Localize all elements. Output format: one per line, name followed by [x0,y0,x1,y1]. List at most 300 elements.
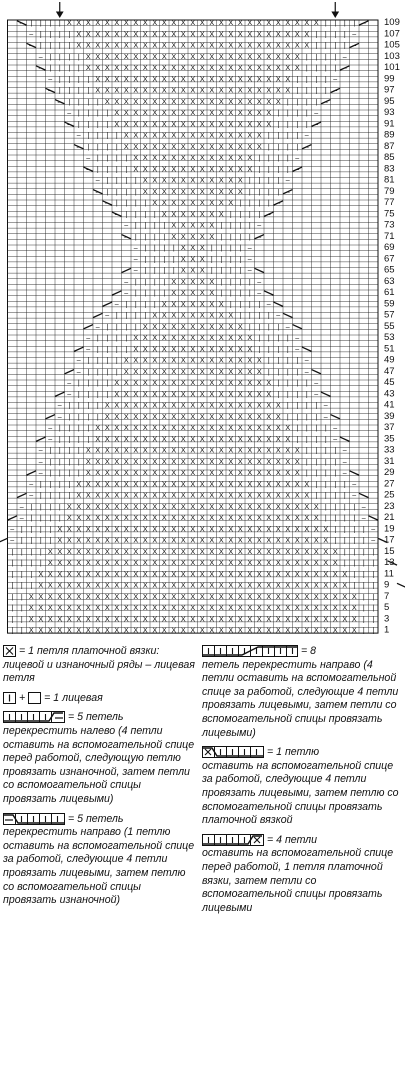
garter-cell: X [218,400,224,410]
knit-cell: | [220,267,223,275]
purl-cell: – [19,515,24,523]
row-number: 27 [384,478,395,490]
garter-cell: X [152,18,158,28]
garter-cell: X [114,29,120,39]
cable-cross-line [74,347,84,351]
garter-cell: X [218,18,224,28]
garter-cell: X [218,40,224,50]
garter-cell: X [266,63,272,73]
garter-cell: X [285,580,291,590]
garter-cell: X [285,63,291,73]
row-number: 35 [384,433,395,445]
garter-cell: X [66,18,72,28]
garter-cell: X [247,18,253,28]
garter-cell: X [294,591,300,601]
garter-cell: X [114,513,120,523]
garter-cell: X [247,468,253,478]
garter-cell: X [209,186,215,196]
knit-cell: | [372,593,375,601]
garter-cell: X [266,501,272,511]
garter-cell: X [95,85,101,95]
garter-cell: X [171,29,177,39]
garter-cell: X [275,546,281,556]
garter-cell: X [228,119,234,129]
garter-cell: X [313,558,319,568]
garter-cell: X [199,243,205,253]
garter-cell: X [114,434,120,444]
garter-cell: X [256,558,262,568]
garter-cell: X [237,29,243,39]
garter-cell: X [85,51,91,61]
knit-cell: | [239,200,242,208]
garter-cell: X [342,625,348,635]
knit-cell: | [258,155,261,163]
purl-cell: – [266,211,271,219]
garter-cell: X [76,513,82,523]
knit-cell: | [77,76,80,84]
knit-cell: | [362,582,365,590]
knit-cell: | [305,436,308,444]
garter-cell: X [266,74,272,84]
garter-cell: X [180,378,186,388]
garter-cell: X [133,456,139,466]
knit-cell: | [49,526,52,534]
garter-cell: X [209,310,215,320]
garter-cell: X [190,153,196,163]
garter-cell: X [304,524,310,534]
purl-cell: – [295,166,300,174]
garter-cell: X [199,423,205,433]
garter-cell: X [47,546,53,556]
garter-cell: X [142,558,148,568]
knit-cell: | [68,447,71,455]
garter-cell: X [152,321,158,331]
garter-cell: X [190,130,196,140]
garter-cell: X [218,51,224,61]
garter-cell: X [152,344,158,354]
garter-cell: X [123,389,129,399]
purl-cell: – [333,87,338,95]
garter-cell: X [123,603,129,613]
garter-cell: X [85,513,91,523]
garter-cell: X [256,119,262,129]
purl-cell: – [67,121,72,129]
knit-cell: | [163,233,166,241]
garter-cell: X [85,625,91,635]
knit-cell: | [315,425,318,433]
row-number: 23 [384,500,395,512]
row-number: 77 [384,197,395,209]
garter-cell: X [228,130,234,140]
purl-cell: – [105,200,110,208]
knit-cell: | [324,31,327,39]
garter-cell: X [304,40,310,50]
garter-cell: X [275,513,281,523]
garter-cell: X [161,546,167,556]
garter-cell: X [104,569,110,579]
garter-cell: X [95,456,101,466]
knit-cell: | [220,290,223,298]
purl-cell: – [352,42,357,50]
garter-cell: X [95,29,101,39]
knit-cell: | [258,301,261,309]
garter-cell: X [199,85,205,95]
garter-cell: X [180,85,186,95]
garter-cell: X [123,524,129,534]
knit-cell: | [58,65,61,73]
garter-cell: X [123,29,129,39]
garter-cell: X [199,333,205,343]
garter-cell: X [199,186,205,196]
garter-cell: X [133,119,139,129]
garter-cell: X [152,400,158,410]
knit-cell: | [296,87,299,95]
purl-cell: – [133,245,138,253]
garter-cell: X [256,546,262,556]
garter-cell: X [209,614,215,624]
garter-cell: X [171,580,177,590]
garter-cell: X [209,411,215,421]
garter-cell: X [256,468,262,478]
garter-cell: X [133,513,139,523]
knit-cell: | [248,323,251,331]
garter-cell: X [47,569,53,579]
knit-cell: | [49,447,52,455]
garter-cell: X [323,614,329,624]
garter-cell: X [332,546,338,556]
purl-cell: – [352,481,357,489]
row-number: 93 [384,107,395,119]
garter-cell: X [161,310,167,320]
garter-cell: X [190,164,196,174]
garter-cell: X [171,546,177,556]
knit-cell: | [172,267,175,275]
garter-cell: X [123,63,129,73]
knit-cell: | [324,470,327,478]
garter-cell: X [313,501,319,511]
garter-cell: X [133,591,139,601]
garter-cell: X [237,423,243,433]
knit-cell: | [68,470,71,478]
knit-cell: | [115,335,118,343]
garter-cell: X [152,445,158,455]
knit-cell: | [334,537,337,545]
knit-cell: | [324,515,327,523]
garter-cell: X [218,63,224,73]
garter-cell: X [171,231,177,241]
garter-cell: X [123,85,129,95]
garter-cell: X [199,321,205,331]
garter-cell: X [180,254,186,264]
knit-cell: | [58,503,61,511]
knit-cell: | [68,413,71,421]
garter-cell: X [323,591,329,601]
garter-cell: X [161,366,167,376]
garter-cell: X [199,400,205,410]
purl-cell: – [95,188,100,196]
garter-cell: X [152,591,158,601]
knit-cell: | [96,132,99,140]
garter-cell: X [342,580,348,590]
garter-cell: X [161,535,167,545]
knit-cell: | [239,278,242,286]
garter-cell: X [190,243,196,253]
garter-cell: X [133,355,139,365]
cable-cross-line [293,325,303,329]
knit-cell: | [229,233,232,241]
garter-cell: X [228,580,234,590]
knit-cell: | [296,143,299,151]
garter-cell: X [285,558,291,568]
garter-cell: X [142,96,148,106]
knit-cell: | [134,312,137,320]
garter-cell: X [104,580,110,590]
garter-cell: X [123,74,129,84]
garter-cell: X [199,378,205,388]
purl-cell: – [276,312,281,320]
garter-cell: X [256,535,262,545]
garter-cell: X [218,389,224,399]
knit-cell: | [248,290,251,298]
purl-cell: – [124,233,129,241]
knit-cell: | [286,335,289,343]
garter-cell: X [247,389,253,399]
garter-cell: X [142,569,148,579]
garter-cell: X [218,513,224,523]
knit-cell: | [258,323,261,331]
garter-cell: X [247,119,253,129]
knit-cell: | [96,402,99,410]
garter-cell: X [323,569,329,579]
garter-cell: X [228,389,234,399]
garter-cell: X [180,74,186,84]
garter-cell: X [95,591,101,601]
knit-cell: | [296,368,299,376]
garter-cell: X [180,18,186,28]
garter-cell: X [133,366,139,376]
garter-cell: X [247,479,253,489]
knit-cell: | [267,166,270,174]
garter-cell: X [180,501,186,511]
purl-cell: – [76,368,81,376]
garter-cell: X [266,468,272,478]
legend-knit [3,692,197,706]
garter-cell: X [142,40,148,50]
purl-cell: – [114,301,119,309]
garter-cell: X [247,546,253,556]
garter-cell: X [171,411,177,421]
knit-cell: | [68,425,71,433]
garter-cell: X [209,85,215,95]
garter-cell: X [218,524,224,534]
knit-cell: | [115,143,118,151]
garter-cell: X [218,366,224,376]
row-number: 49 [384,354,395,366]
garter-cell: X [180,569,186,579]
knit-cell: | [68,31,71,39]
knit-cell: | [286,166,289,174]
knit-cell: | [153,233,156,241]
garter-cell: X [237,558,243,568]
garter-cell: X [218,321,224,331]
knit-cell: | [96,335,99,343]
purl-cell: – [76,357,81,365]
garter-cell: X [304,625,310,635]
garter-cell: X [161,614,167,624]
garter-cell: X [133,141,139,151]
row-number: 45 [384,377,395,389]
garter-cell: X [313,569,319,579]
garter-cell: X [285,569,291,579]
garter-cell: X [152,333,158,343]
garter-cell: X [304,479,310,489]
knit-cell: | [49,65,52,73]
garter-cell: X [218,569,224,579]
knit-cell: | [267,132,270,140]
legend-plus: + [19,691,26,704]
knit-cell: | [334,503,337,511]
garter-cell: X [218,175,224,185]
garter-cell: X [66,558,72,568]
legend-garter-cross-left-head: = 4 петли [267,833,318,846]
garter-cell: X [228,310,234,320]
cable-cross-line [321,392,331,396]
garter-cell: X [247,40,253,50]
purl-cell: – [285,177,290,185]
garter-cell: X [275,535,281,545]
knit-cell: | [77,380,80,388]
garter-cell: X [218,164,224,174]
garter-cell: X [180,546,186,556]
garter-cell: X [114,603,120,613]
garter-cell: X [218,434,224,444]
knit-cell: | [20,605,23,613]
knit-cell: | [239,267,242,275]
garter-cell: X [199,625,205,635]
garter-cell: X [171,591,177,601]
garter-cell: X [199,513,205,523]
garter-cell: X [161,580,167,590]
garter-cell: X [266,18,272,28]
cable-cross-line [103,302,113,306]
garter-cell: X [171,288,177,298]
knit-cell: | [96,98,99,106]
garter-cell: X [152,479,158,489]
garter-cell: X [266,29,272,39]
garter-cell: X [190,265,196,275]
garter-cell: X [256,603,262,613]
knit-cell: | [39,503,42,511]
knit-cell: | [153,256,156,264]
garter-cell: X [247,603,253,613]
garter-cell: X [180,198,186,208]
garter-cell: X [247,625,253,635]
garter-cell: X [342,569,348,579]
knit-cell: | [305,110,308,118]
row-number: 63 [384,275,395,287]
knit-cell: | [372,560,375,568]
garter-cell: X [152,535,158,545]
row-number: 13 [384,557,395,569]
garter-cell: X [199,288,205,298]
garter-cell: X [142,513,148,523]
garter-cell: X [123,535,129,545]
garter-cell: X [104,558,110,568]
garter-cell: X [247,423,253,433]
knit-cell: | [353,548,356,556]
garter-cell: X [228,558,234,568]
garter-cell: X [294,513,300,523]
garter-cell: X [171,333,177,343]
garter-cell: X [199,591,205,601]
garter-cell: X [133,535,139,545]
garter-cell: X [190,535,196,545]
garter-cell: X [171,130,177,140]
knit-cell: | [30,20,33,28]
garter-cell: X [142,456,148,466]
garter-cell: X [266,625,272,635]
knit-cell: | [87,98,90,106]
purl-cell: – [10,526,15,534]
garter-cell: X [218,209,224,219]
purl-cell: – [352,492,357,500]
legend-garter [3,645,197,686]
knit-cell: | [77,121,80,129]
garter-cell: X [133,603,139,613]
garter-cell: X [161,434,167,444]
garter-cell: X [95,74,101,84]
garter-cell: X [85,456,91,466]
garter-cell: X [218,310,224,320]
knit-cell: | [30,571,33,579]
garter-cell: X [152,625,158,635]
garter-cell: X [161,40,167,50]
knit-cell: | [286,110,289,118]
garter-cell: X [294,558,300,568]
garter-cell: X [285,501,291,511]
garter-cell: X [237,63,243,73]
garter-cell: X [275,18,281,28]
garter-cell: X [256,130,262,140]
garter-cell: X [323,580,329,590]
garter-cell: X [266,40,272,50]
garter-cell: X [161,411,167,421]
garter-cell: X [190,558,196,568]
garter-cell: X [218,625,224,635]
garter-cell: X [190,40,196,50]
garter-cell: X [171,220,177,230]
knit-cell: | [106,143,109,151]
knit-cell: | [315,447,318,455]
garter-cell: X [161,18,167,28]
knit-cell: | [353,526,356,534]
garter-cell: X [161,355,167,365]
garter-cell: X [142,400,148,410]
garter-cell: X [171,625,177,635]
garter-cell: X [152,524,158,534]
knit-cell: | [20,616,23,624]
row-numbers [384,17,400,636]
garter-cell: X [228,468,234,478]
garter-cell: X [95,18,101,28]
garter-cell: X [161,400,167,410]
garter-cell: X [142,344,148,354]
knit-cell: | [115,166,118,174]
garter-cell: X [266,490,272,500]
garter-cell: X [247,524,253,534]
garter-cell: X [285,51,291,61]
knit-cell: | [315,65,318,73]
